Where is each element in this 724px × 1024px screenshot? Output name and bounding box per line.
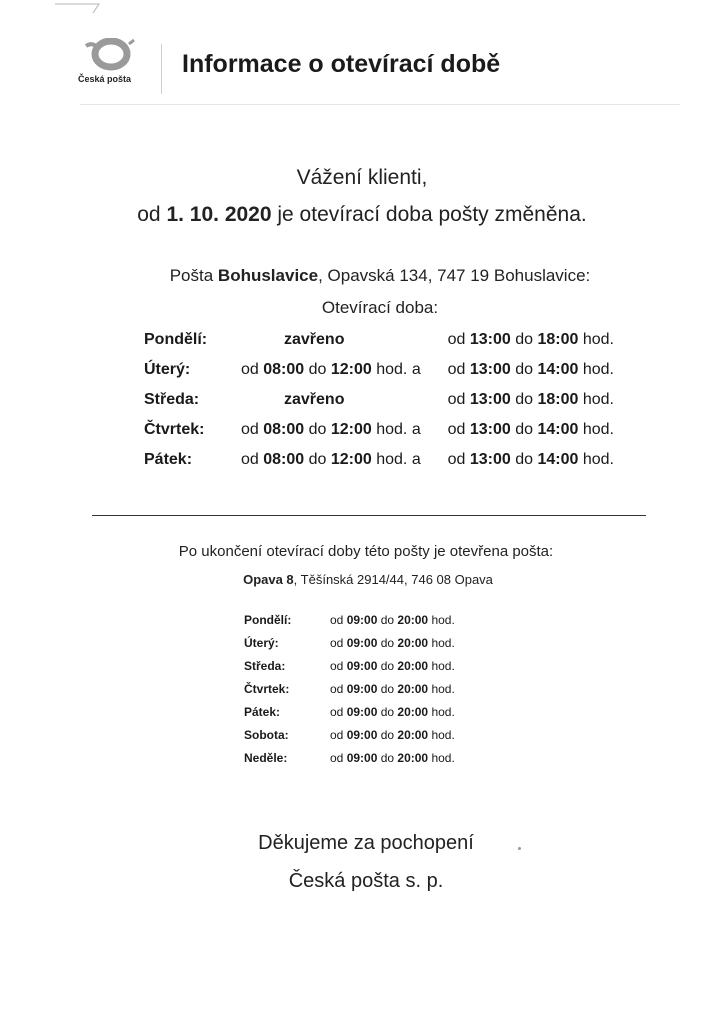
afternoon-hours [448, 331, 614, 349]
alt-od: od [330, 705, 347, 719]
closed-label: zavřeno [284, 331, 345, 348]
pm-od: od [447, 391, 470, 408]
post-office-line [0, 266, 724, 286]
day-label: Pátek: [144, 451, 193, 468]
thanks-text: Děkujeme za pochopení [258, 832, 474, 854]
day-label: Středa: [144, 391, 200, 408]
alt-to: 20:00 [397, 682, 429, 696]
pm-do: do [510, 421, 538, 438]
pm-from: 13:00 [469, 451, 511, 468]
alt-hours [330, 659, 455, 673]
alt-od: od [330, 751, 347, 765]
alt-to: 20:00 [397, 613, 429, 627]
alt-od: od [330, 682, 347, 696]
am-to: 12:00 [330, 451, 372, 468]
signature: Česká pošta s. p. [288, 870, 444, 892]
alt-from: 09:00 [346, 751, 378, 765]
schedule-row [0, 391, 724, 415]
morning-hours [241, 361, 421, 379]
scan-mark [55, 0, 105, 14]
am-do: do [304, 421, 331, 438]
pm-to: 14:00 [537, 361, 579, 378]
header-divider [161, 44, 162, 94]
am-to: 12:00 [330, 421, 372, 438]
alt-do: do [377, 705, 398, 719]
logo-text: Česká pošta [78, 74, 132, 84]
schedule-row [0, 421, 724, 445]
alt-from: 09:00 [346, 682, 378, 696]
alt-do: do [377, 659, 398, 673]
alt-schedule-row [0, 613, 724, 633]
morning-hours [241, 451, 421, 469]
pm-to: 18:00 [537, 331, 579, 348]
alt-from: 09:00 [346, 705, 378, 719]
greeting: Vážení klienti, [296, 166, 428, 189]
alt-schedule-row [0, 682, 724, 702]
alt-do: do [377, 751, 398, 765]
am-hod: hod. a [371, 451, 421, 468]
alt-day-label: Pondělí: [244, 613, 292, 627]
schedule-row [0, 451, 724, 475]
am-hod: hod. a [371, 421, 421, 438]
alt-day-label: Čtvrtek: [244, 682, 290, 696]
pm-do: do [510, 391, 538, 408]
post-office-address: , Opavská 134, 747 19 Bohuslavice: [318, 266, 591, 285]
morning-hours [241, 421, 421, 439]
schedule-row [0, 331, 724, 355]
am-from: 08:00 [263, 361, 305, 378]
separator [92, 515, 646, 516]
hours-label: Otevírací doba: [321, 298, 439, 317]
alt-hod: hod. [428, 751, 455, 765]
alt-from: 09:00 [346, 728, 378, 742]
alt-do: do [377, 613, 398, 627]
pm-from: 13:00 [469, 391, 511, 408]
alt-hours [330, 751, 455, 765]
alt-hod: hod. [428, 682, 455, 696]
change-date: 1. 10. 2020 [166, 203, 272, 226]
alt-hours [330, 682, 455, 696]
change-prefix: od [137, 203, 167, 226]
alt-schedule-row [0, 751, 724, 771]
alt-from: 09:00 [346, 636, 378, 650]
am-do: do [304, 361, 331, 378]
alt-hours [330, 613, 455, 627]
am-from: 08:00 [263, 451, 305, 468]
alternative-address: , Těšínská 2914/44, 746 08 Opava [293, 572, 493, 587]
alt-day-label: Středa: [244, 659, 286, 673]
pm-od: od [447, 421, 470, 438]
change-notice [0, 203, 724, 227]
pm-from: 13:00 [469, 361, 511, 378]
afternoon-hours [448, 451, 614, 469]
scan-speck [518, 847, 521, 850]
alt-hod: hod. [428, 613, 455, 627]
alt-do: do [377, 682, 398, 696]
afternoon-hours [448, 361, 614, 379]
pm-from: 13:00 [469, 421, 511, 438]
post-prefix: Pošta [169, 266, 218, 285]
am-hod: hod. a [371, 361, 421, 378]
alt-to: 20:00 [397, 705, 429, 719]
pm-do: do [510, 361, 538, 378]
pm-od: od [447, 451, 470, 468]
alt-do: do [377, 636, 398, 650]
alt-schedule-row [0, 636, 724, 656]
alt-od: od [330, 728, 347, 742]
alt-to: 20:00 [397, 659, 429, 673]
am-to: 12:00 [330, 361, 372, 378]
pm-to: 18:00 [537, 391, 579, 408]
alt-day-label: Neděle: [244, 751, 288, 765]
pm-hod: hod. [578, 421, 614, 438]
alt-day-label: Sobota: [244, 728, 289, 742]
pm-from: 13:00 [469, 331, 511, 348]
alternative-post-office [0, 572, 724, 587]
pm-hod: hod. [578, 391, 614, 408]
alt-hours [330, 728, 455, 742]
alt-hours [330, 705, 455, 719]
alt-schedule-row [0, 705, 724, 725]
pm-hod: hod. [578, 361, 614, 378]
pm-hod: hod. [578, 331, 614, 348]
alt-schedule-row [0, 728, 724, 748]
header-rule [80, 104, 680, 105]
alternative-name: Opava 8 [243, 572, 294, 587]
pm-to: 14:00 [537, 421, 579, 438]
am-od: od [241, 451, 264, 468]
page-title: Informace o otevírací době [182, 50, 501, 78]
alt-hod: hod. [428, 659, 455, 673]
closed-label: zavřeno [284, 391, 345, 408]
alt-to: 20:00 [397, 636, 429, 650]
pm-od: od [447, 361, 470, 378]
pm-do: do [510, 331, 538, 348]
alt-from: 09:00 [346, 613, 378, 627]
afternoon-hours [448, 421, 614, 439]
post-office-name: Bohuslavice [217, 266, 319, 285]
alt-hours [330, 636, 455, 650]
day-label: Pondělí: [144, 331, 208, 348]
schedule-row [0, 361, 724, 385]
change-suffix: je otevírací doba pošty změněna. [271, 203, 587, 226]
am-od: od [241, 421, 264, 438]
am-from: 08:00 [263, 421, 305, 438]
alt-schedule-row [0, 659, 724, 679]
alt-od: od [330, 659, 347, 673]
alt-hod: hod. [428, 636, 455, 650]
pm-to: 14:00 [537, 451, 579, 468]
pm-do: do [510, 451, 538, 468]
alt-day-label: Pátek: [244, 705, 281, 719]
day-label: Čtvrtek: [144, 421, 205, 438]
day-label: Úterý: [144, 361, 191, 378]
alternative-intro: Po ukončení otevírací doby této pošty je otevřena pošta: [178, 543, 554, 560]
alt-day-label: Úterý: [244, 636, 279, 650]
am-do: do [304, 451, 331, 468]
alt-to: 20:00 [397, 751, 429, 765]
afternoon-hours [448, 391, 614, 409]
alt-hod: hod. [428, 728, 455, 742]
alt-to: 20:00 [397, 728, 429, 742]
alt-od: od [330, 613, 347, 627]
pm-hod: hod. [578, 451, 614, 468]
pm-od: od [447, 331, 470, 348]
alt-od: od [330, 636, 347, 650]
alt-from: 09:00 [346, 659, 378, 673]
alt-do: do [377, 728, 398, 742]
alt-hod: hod. [428, 705, 455, 719]
am-od: od [241, 361, 264, 378]
